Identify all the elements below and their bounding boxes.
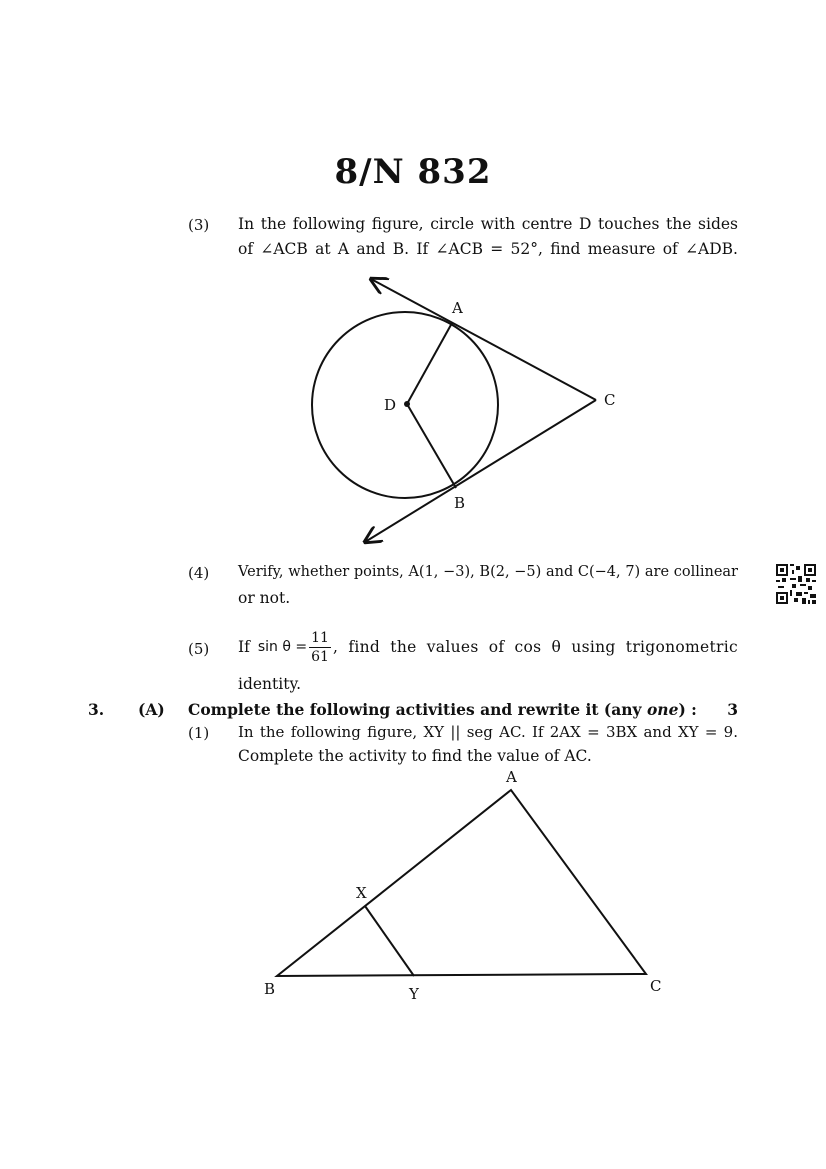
q4-number: (4) [188, 564, 210, 582]
label-b2: B [264, 980, 276, 998]
label-c: C [604, 391, 616, 409]
q5-rest: , find the values of cos θ using trigonometric [332, 638, 738, 656]
q5-line2: identity. [238, 675, 302, 693]
s3q1-line2: Complete the activity to find the value of AC. [238, 747, 592, 765]
q5-number: (5) [188, 640, 210, 658]
label-y: Y [409, 985, 419, 1003]
segment-xy [365, 906, 414, 976]
q4-line2: or not. [238, 589, 291, 607]
q3-line2: of ∠ACB at A and B. If ∠ACB = 52°, find measure of ∠ADB. [238, 240, 738, 258]
q3-number: (3) [188, 216, 210, 234]
label-c2: C [650, 977, 662, 995]
section3-marks: 3 [727, 700, 738, 719]
q5-if: If [238, 638, 250, 656]
q4-line1: Verify, whether points, A(1, −3), B(2, −5) and C(−4, 7) are collinear [238, 564, 738, 580]
section3-part: (A) [138, 700, 165, 719]
section3-heading-post: ) : [678, 700, 697, 719]
section3-heading-em: one [646, 700, 679, 719]
triangle-abc [277, 790, 646, 976]
label-d: D [384, 396, 397, 414]
label-b: B [454, 494, 466, 512]
page-title: 8/N 832 [334, 152, 492, 192]
label-a: A [452, 299, 463, 317]
q3-line1: In the following figure, circle with centre D touches the sides [238, 215, 738, 233]
q5-sin-expr: sin θ = [257, 639, 308, 655]
q5-numerator: 11 [311, 629, 329, 646]
section3-number: 3. [88, 700, 105, 719]
s3q1-line1: In the following figure, XY || seg AC. If 2AX = 3BX and XY = 9. [238, 723, 738, 741]
s3q1-number: (1) [188, 724, 210, 742]
q5-denominator: 61 [311, 648, 329, 665]
section3-heading-pre: Complete the following activities and rewrite it (any [188, 700, 647, 719]
label-x: X [356, 884, 367, 902]
label-a2: A [506, 768, 517, 786]
